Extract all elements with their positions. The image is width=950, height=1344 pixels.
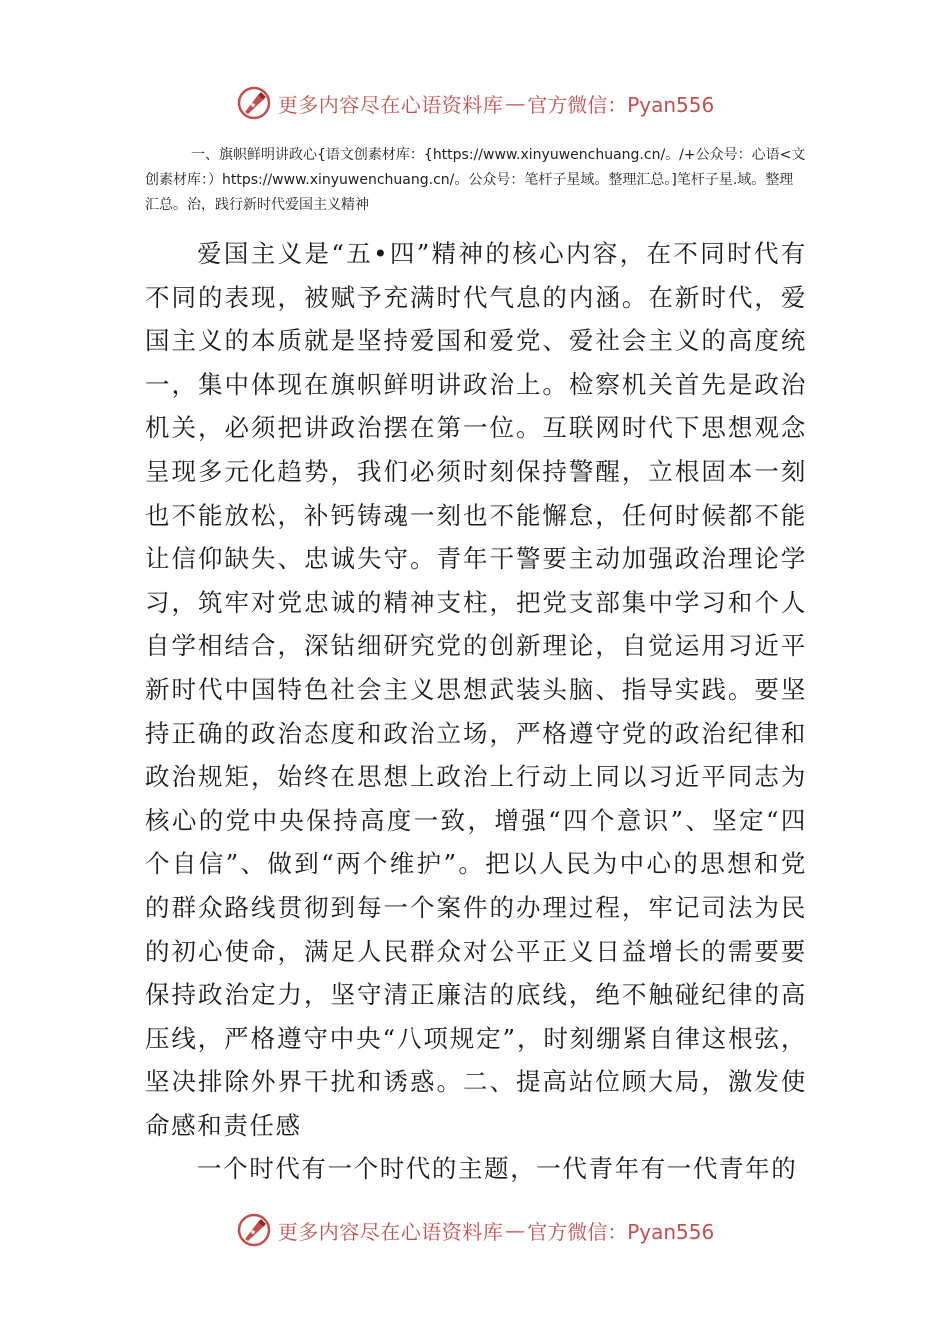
pen-nib-logo-icon	[236, 1212, 272, 1248]
banner-separator: —	[505, 1218, 526, 1242]
header-banner	[0, 81, 950, 125]
pen-nib-logo-icon	[236, 85, 272, 121]
source-note: 一、旗帜鲜明讲政心{语文创素材库：{https://www.xinyuwenchuang.cn/。/+公众号：心语<文创素材库：）https://www.xinyuwenchuang.cn/。公众号：笔杆子星域。整理汇总。]笔杆子星.域。整理汇总。治，践行新时代爱国主义精神	[145, 147, 806, 213]
paragraph: 一个时代有一个时代的主题，一代青年有一代青年的	[197, 1154, 798, 1184]
banner-text: 更多内容尽在心语资料库	[277, 92, 504, 117]
banner-text: 更多内容尽在心语资料库	[277, 1219, 504, 1244]
document-body	[145, 232, 807, 1191]
banner-contact: 官方微信：Pyan556	[527, 92, 715, 117]
footer-banner	[0, 1208, 950, 1252]
paragraph: 爱国主义是“五•四”精神的核心内容，在不同时代有不同的表现，被赋予充满时代气息的内涵。在新时代，爱国主义的本质就是坚持爱国和爱党、爱社会主义的高度统一，集中体现在旗帜鲜明讲政治上。检察机关首先是政治机关，必须把讲政治摆在第一位。互联网时代下思想观念呈现多元化趋势，我们必须时刻保持警醒，立根固本一刻也不能放松，补钙铸魂一刻也不能懈怠，任何时候都不能让信仰缺失、忠诚失守。青年干警要主动加强政治理论学习，筑牢对党忠诚的精神支柱，把党支部集中学习和个人自学相结合，深钻细研究党的创新理论，自觉运用习近平新时代中国特色社会主义思想武装头脑、指导实践。要坚持正确的政治态度和政治立场，严格遵守党的政治纪律和政治规矩，始终在思想上政治上行动上同以习近平同志为核心的党中央保持高度一致，增强“四个意识”、坚定“四个自信”、做到“两个维护”。把以人民为中心的思想和党的群众路线贯彻到每一个案件的办理过程，牢记司法为民的初心使命，满足人民群众对公平正义日益增长的需要要保持政治定力，坚守清正廉洁的底线，绝不触碰纪律的高压线，严格遵守中央“八项规定”，时刻绷紧自律这根弦，坚决排除外界干扰和诱惑。二、提高站位顾大局，激发使命感和责任感	[145, 239, 807, 1140]
banner-contact: 官方微信：Pyan556	[527, 1219, 715, 1244]
banner-separator: —	[505, 91, 526, 115]
